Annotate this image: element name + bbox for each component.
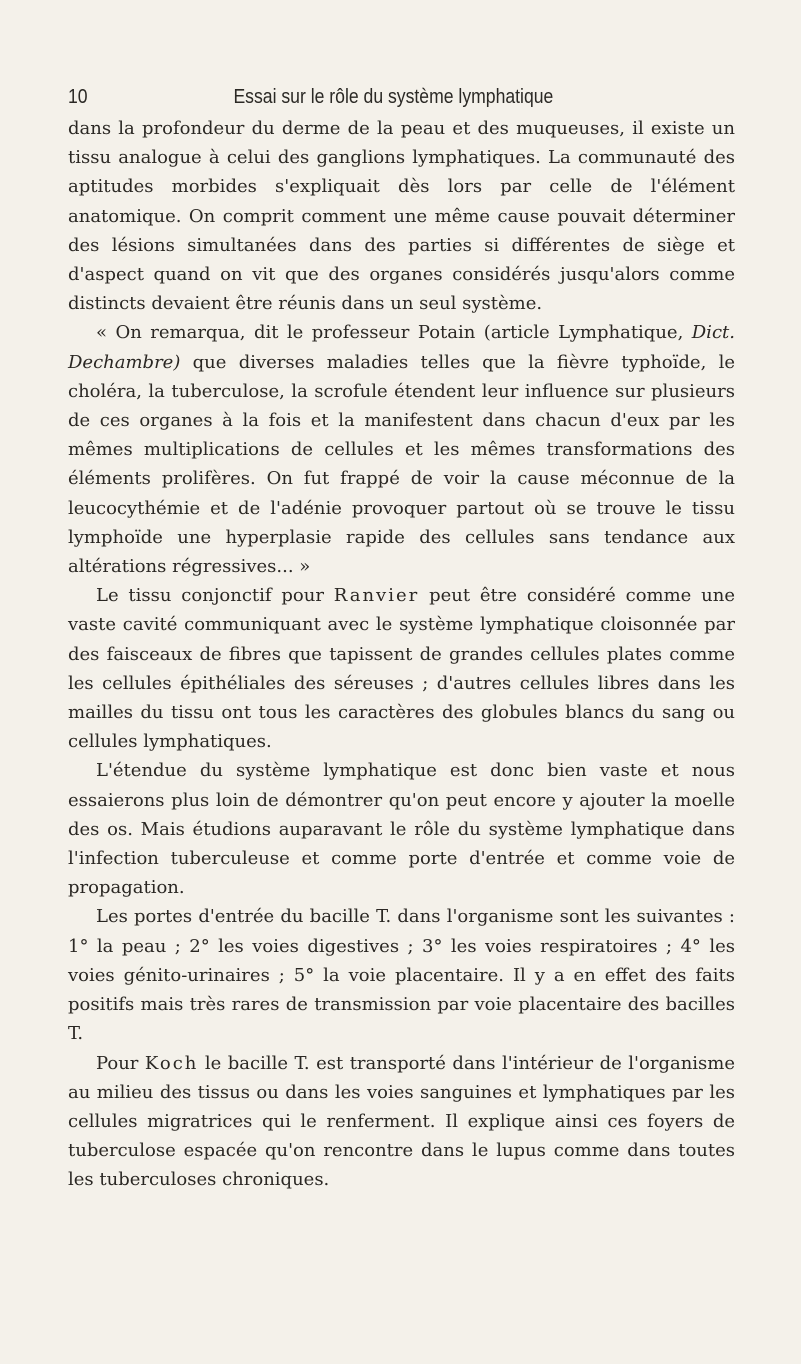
paragraph-3-ranvier [68, 581, 735, 756]
quote-body: que diverses maladies telles que la fièvre typhoïde, le choléra, la tuberculose, la scrofule étendent leur influence sur plusieurs de ces organes à la fois et la manifestent dans chacun d'eux par les mêmes multiplications de cellules et les mêmes transformations des éléments prolifères. On fut frappé de voir la cause méconnue de la leucocythémie et de l'adénie provoquer partout où se trouve le tissu lymphoïde une hyperplasie rapide des cellules sans tendance aux altérations régressives... » [68, 351, 735, 578]
p6-body: le bacille T. est transporté dans l'intérieur de l'organisme au milieu des tissus ou dans les voies sanguines et lymphatiques par les cellules migratrices qui le renferment. Il explique ainsi ces foyers de tuberculose espacée qu'on rencontre dans le lupus comme dans toutes les tuberculoses chroniques. [68, 1052, 736, 1191]
paragraph-4: L'étendue du système lymphatique est donc bien vaste et nous essaierons plus loin de démontrer qu'on peut encore y ajouter la moelle des os. Mais étudions auparavant le rôle du système lymphatique dans l'infection tuberculeuse et comme porte d'entrée et comme voie de propagation. [68, 760, 735, 899]
p3-body: peut être considéré comme une vaste cavité communiquant avec le système lymphatique cloisonnée par des faisceaux de fibres que tapissent de grandes cellules plates comme les cellules épithéliales des séreuses ; d'autres cellules libres dans les mailles du tissu ont tous les caractères des globules blancs du sang ou cellules lymphatiques. [68, 585, 735, 753]
paragraph-2-potain-quote [68, 318, 735, 581]
page-number: 10 [68, 86, 88, 108]
quote-opening: « On remarqua, dit le professeur Potain (article Lymphatique, [96, 322, 684, 344]
paragraph-1: dans la profondeur du derme de la peau et des muqueuses, il existe un tissu analogue à celui des ganglions lymphatiques. La communauté des aptitudes morbides s'expliquait dès lors par celle de l'élément anatomique. On comprit comment une même cause pouvait déterminer des lésions simultanées dans des parties si différentes de siège et d'aspect quand on vit que des organes considérés jusqu'alors comme distincts devaient être réunis dans un seul système. [68, 118, 735, 315]
body-text [68, 114, 735, 1195]
running-title: Essai sur le rôle du système lymphatique [233, 86, 554, 108]
author-name-ranvier: Ranvier [333, 585, 420, 607]
dictionary-citation: Dict. Dechambre) [68, 322, 735, 373]
p6-lead: Pour [96, 1052, 145, 1074]
p3-lead: Le tissu conjonctif pour [96, 585, 334, 607]
paragraph-5-entry-routes: Les portes d'entrée du bacille T. dans l'organisme sont les suivantes : 1° la peau ; 2° les voies digestives ; 3° les voies respiratoires ; 4° les voies génito-urinaires ; 5° la voie placentaire. Il y a en effet des faits positifs mais très rares de transmission par voie placentaire des bacilles T. [68, 906, 735, 1045]
author-name-koch: Koch [144, 1052, 199, 1074]
paragraph-6-koch [68, 1049, 735, 1195]
running-head [68, 84, 649, 110]
